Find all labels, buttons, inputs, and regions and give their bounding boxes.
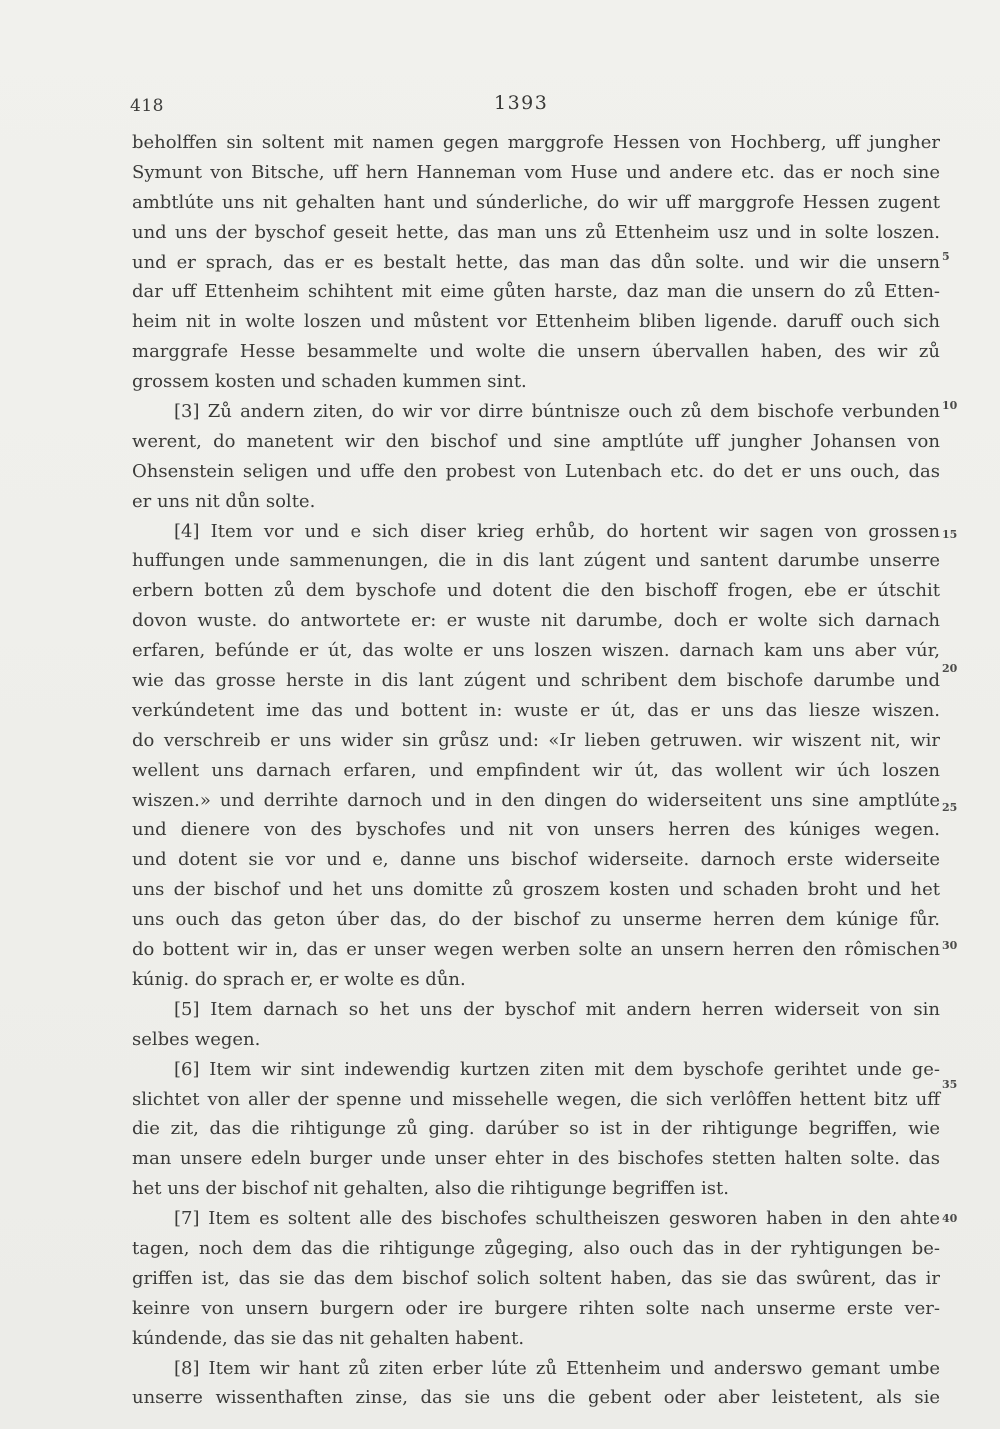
text-line: Symunt von Bitsche, uff hern Hanneman vom Huse und andere etc. das er noch sine [132,161,940,183]
body-text [132,128,940,1413]
text-line: selbes wegen. [132,1028,261,1050]
text-line: wie das grosse herste in dis lant zúgent und schribent dem bischofe darumbe und [132,670,940,692]
text-line: ambtlúte uns nit gehalten hant und súnderliche, do wir uff marggrofe Hessen zugent [132,191,940,213]
text-line: erfaren, befúnde er út, das wolte er uns loszen wiszen. darnach kam uns aber vúr, [132,640,940,662]
text-line: dar uff Ettenheim schihtent mit eime gůten harste, daz man die unsern do zů Etten- [132,281,940,303]
text-line: uns der bischof und het uns domitte zů groszem kosten und schaden broht und het [132,879,940,901]
line-number-marker: 15 [942,528,958,541]
text-line: wiszen.» und derrihte darnoch und in den dingen do widerseitent uns sine amptlúte [132,789,940,811]
text-line: werent, do manetent wir den bischof und sine amptlúte uff jungher Johansen von [132,430,940,452]
text-line: do verschreib er uns wider sin grůsz und: «Ir lieben getruwen. wir wiszent nit, wir [132,729,940,751]
line-number-marker: 35 [942,1078,958,1091]
text-line: die zit, das die rihtigunge zů ging. darúber so ist in der rihtigunge begriffen, wie [132,1118,940,1140]
line-number-marker: 20 [942,662,958,675]
text-line: er uns nit důn solte. [132,490,316,512]
paragraph-start-line: [4] Item vor und e sich diser krieg erhůb, do hortent wir sagen von grossen [174,520,940,542]
text-line: keinre von unsern burgern oder ire burgere rihten solte nach unserme erste ver- [132,1297,940,1319]
text-line: grossem kosten und schaden kummen sint. [132,371,527,393]
text-line: und er sprach, das er es bestalt hette, das man das důn solte. und wir die unsern [132,251,940,273]
page-number: 418 [130,96,164,116]
text-line: do bottent wir in, das er unser wegen werben solte an unsern herren den rômischen [132,939,940,961]
paragraph-start-line: [3] Zů andern ziten, do wir vor dirre búntnisze ouch zů dem bischofe verbunden [174,401,940,423]
text-line: erbern botten zů dem byschofe und dotent die den bischoff frogen, ebe er útschit [132,580,940,602]
line-number-marker: 40 [942,1212,958,1225]
text-line: slichtet von aller der spenne und missehelle wegen, die sich verlôffen hettent bitz uff [132,1088,940,1110]
text-line: tagen, noch dem das die rihtigunge zůgeging, also ouch das in der ryhtigungen be- [132,1237,940,1259]
text-line: wellent uns darnach erfaren, und empfindent wir út, das wollent wir úch loszen [132,759,940,781]
text-line: marggrafe Hesse besammelte und wolte die unsern úbervallen haben, des wir zů [132,341,940,363]
paragraph-start-line: [6] Item wir sint indewendig kurtzen ziten mit dem byschofe gerihtet unde ge- [174,1058,940,1080]
text-line: uns ouch das geton úber das, do der bischof zu unserme herren dem kúnige fůr. [132,909,940,931]
paragraph-start-line: [7] Item es soltent alle des bischofes schultheiszen gesworen haben in den ahte [174,1208,940,1230]
text-line: beholffen sin soltent mit namen gegen marggrofe Hessen von Hochberg, uff jungher [132,132,940,153]
text-line: kúndende, das sie das nit gehalten habent. [132,1327,525,1349]
line-number-marker: 25 [942,801,958,814]
text-line: het uns der bischof nit gehalten, also die rihtigunge begriffen ist. [132,1178,729,1200]
text-line: verkúndetent ime das und bottent in: wuste er út, das er uns das liesze wiszen. [132,699,940,721]
paragraph-start-line: [5] Item darnach so het uns der byschof mit andern herren widerseit von sin [174,998,940,1020]
text-line: dovon wuste. do antwortete er: er wuste nit darumbe, doch er wolte sich darnach [132,610,940,632]
text-line: kúnig. do sprach er, er wolte es důn. [132,968,466,990]
text-line: heim nit in wolte loszen und můstent vor Ettenheim bliben ligende. daruff ouch sich [132,311,940,333]
text-line: Ohsenstein seligen und uffe den probest von Lutenbach etc. do det er uns ouch, das [132,460,940,482]
line-number-marker: 5 [942,250,950,263]
paragraph-start-line: [8] Item wir hant zů ziten erber lúte zů Ettenheim und anderswo gemant umbe [174,1357,940,1379]
line-number-marker: 30 [942,939,958,952]
text-line: und dotent sie vor und e, danne uns bischof widerseite. darnoch erste widerseite [132,849,940,871]
text-line: griffen ist, das sie das dem bischof solich soltent haben, das sie das swûrent, das ir [132,1267,940,1289]
line-number-marker: 10 [942,399,958,412]
text-line: und uns der byschof geseit hette, das man uns zů Ettenheim usz und in solte loszen. [132,221,940,243]
text-line: huffungen unde sammenungen, die in dis lant zúgent und santent darumbe unserre [132,550,940,572]
running-header-year: 1393 [494,92,549,114]
text-line: man unsere edeln burger unde unser ehter in des bischofes stetten halten solte. das [132,1148,940,1170]
text-line: unserre wissenthaften zinse, das sie uns die gebent oder aber leistetent, als sie [132,1387,940,1409]
text-line: und dienere von des byschofes und nit von unsers herren des kúniges wegen. [132,819,940,841]
